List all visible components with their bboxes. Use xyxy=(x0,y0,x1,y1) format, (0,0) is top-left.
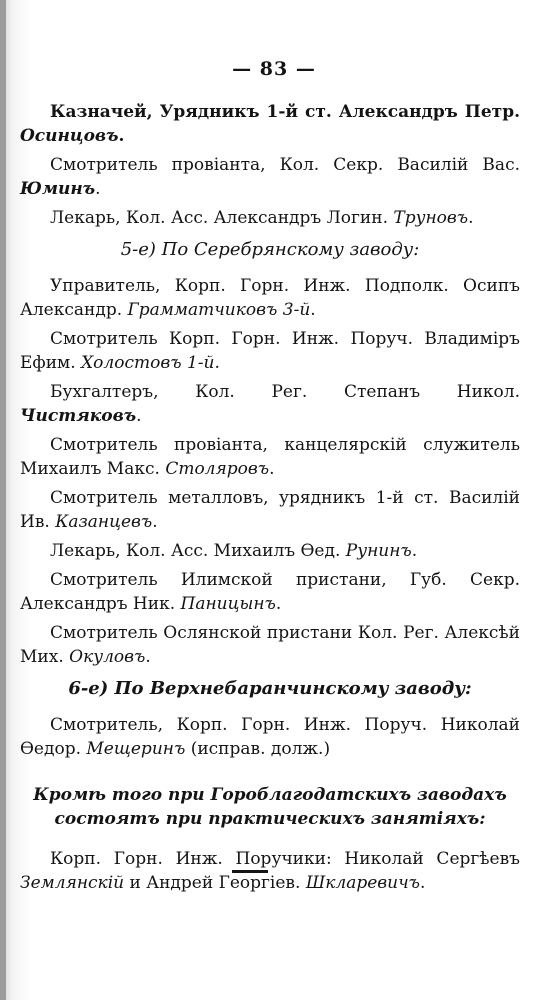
entry-text: и Андрей Георгіев. xyxy=(124,873,306,893)
entry-surname: Холостовъ 1-й xyxy=(81,353,215,373)
entry-tail: . xyxy=(152,512,158,532)
staff-entry xyxy=(20,568,520,616)
entry-surname: Окуловъ xyxy=(69,647,146,667)
entry-text: Лекарь, Кол. Асс. Михаилъ Ѳед. xyxy=(50,541,346,561)
entry-tail: . xyxy=(420,873,426,893)
entry-text: Смотритель, Корп. Горн. Инж. Поруч. Николай Ѳедор. xyxy=(20,715,520,759)
closing-rule xyxy=(232,870,268,873)
entry-tail: . xyxy=(118,126,125,146)
entry-text: Смотритель провіанта, Кол. Секр. Василій Вас. xyxy=(50,155,520,175)
entry-text: Смотритель металловъ, урядникъ 1-й ст. Василій Ив. xyxy=(20,488,520,532)
entry-surname: Паницынъ xyxy=(180,594,276,614)
staff-entry xyxy=(20,486,520,534)
entry-tail: . xyxy=(145,647,151,667)
entry-surname: Осинцовъ xyxy=(20,126,119,146)
entry-text: Смотритель Ослянской пристани Кол. Рег. Алексѣй Мих. xyxy=(20,623,520,667)
entry-text: Лекарь, Кол. Асс. Александръ Логин. xyxy=(50,208,394,228)
entry-surname: Землянскій xyxy=(20,873,125,893)
page-content xyxy=(20,100,520,900)
entry-surname: Мещеринъ xyxy=(86,739,186,759)
staff-entry xyxy=(20,847,520,895)
staff-entry xyxy=(20,206,520,230)
entry-surname: Труновъ xyxy=(393,208,469,228)
entry-surname: Столяровъ xyxy=(165,459,270,479)
entry-tail: . xyxy=(275,594,282,614)
entry-surname: Шкларевичъ xyxy=(305,873,421,893)
page-number: — 83 — xyxy=(232,58,316,80)
entry-tail: (исправ. долж.) xyxy=(185,739,331,759)
section-heading: 6-е) По Верхнебаранчинскому заводу: xyxy=(68,678,472,699)
entry-text: Смотритель Корп. Горн. Инж. Поруч. Владиміръ Ефим. xyxy=(20,329,520,373)
staff-entry xyxy=(20,713,520,761)
entry-tail: . xyxy=(214,353,220,373)
entry-text: Корп. Горн. Инж. Поручики: Николай Сергѣевъ xyxy=(50,849,520,869)
entry-text: Бухгалтеръ, Кол. Рег. Степанъ Никол. xyxy=(50,382,520,402)
entry-tail: . xyxy=(95,179,101,199)
staff-entry xyxy=(20,327,520,375)
entry-surname: Рунинъ xyxy=(345,541,412,561)
entry-tail: . xyxy=(468,208,474,228)
entry-surname: Чистяковъ xyxy=(20,406,137,426)
staff-entry xyxy=(20,433,520,481)
staff-entry xyxy=(20,100,520,148)
entry-tail: . xyxy=(136,406,142,426)
staff-entry xyxy=(20,153,520,201)
staff-entry xyxy=(20,621,520,669)
staff-entry xyxy=(20,380,520,428)
entry-tail: . xyxy=(310,300,316,320)
entry-text: Управитель, Корп. Горн. Инж. Подполк. Осипъ Александр. xyxy=(20,276,520,320)
entry-text: Смотритель провіанта, канцелярскій служитель Михаилъ Макс. xyxy=(20,435,520,479)
entry-tail: . xyxy=(411,541,418,561)
note-heading: Кромѣ того при Гороблагодатскихъ заводахъ состоятъ при практическихъ занятіяхъ: xyxy=(33,785,507,829)
staff-entry xyxy=(20,539,520,563)
section-heading: 5-е) По Серебрянскому заводу: xyxy=(120,239,420,260)
entry-surname: Юминъ xyxy=(20,179,96,199)
entry-surname: Казанцевъ xyxy=(55,512,153,532)
entry-tail: . xyxy=(269,459,275,479)
entry-text: Казначей, Урядникъ 1-й ст. Александръ Петр. xyxy=(50,102,520,122)
entry-text: Смотритель Илимской пристани, Губ. Секр. Александръ Ник. xyxy=(20,570,520,614)
entry-surname: Грамматчиковъ 3-й xyxy=(127,300,311,320)
staff-entry xyxy=(20,274,520,322)
page-spine-shadow xyxy=(0,0,6,1000)
